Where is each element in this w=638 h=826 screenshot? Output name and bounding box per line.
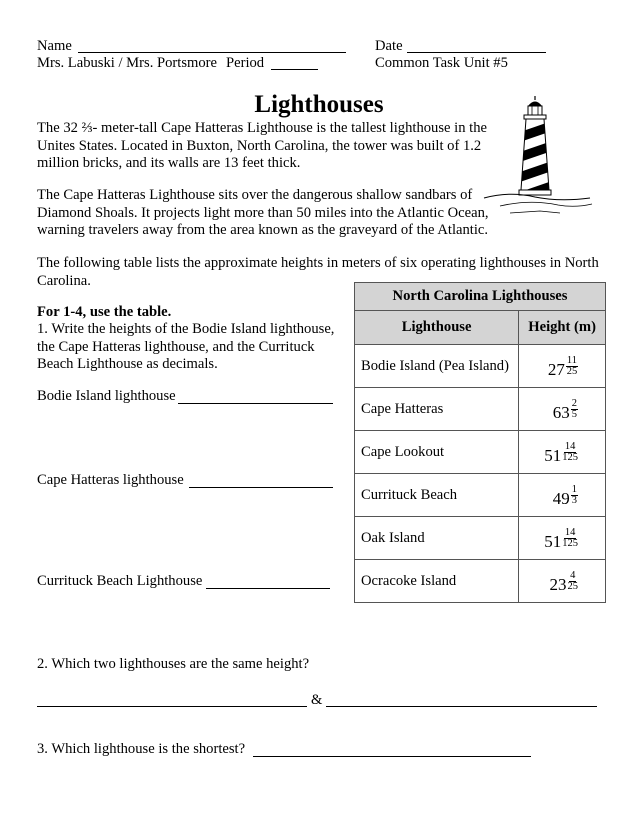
table-row	[355, 388, 606, 431]
height-fraction	[562, 528, 578, 549]
height-whole: 27	[547, 360, 565, 379]
fraction-numerator: 14	[564, 526, 576, 538]
lighthouse-name: Oak Island	[355, 517, 519, 560]
fraction-denominator: 3	[571, 494, 577, 506]
paragraph-line: The following table lists the approximate heights in meters of six operating lighthouses in North	[37, 255, 599, 271]
name-blank[interactable]	[78, 52, 346, 53]
teachers-text: Mrs. Labuski / Mrs. Portsmore	[37, 55, 217, 71]
shoals-paragraph	[37, 187, 489, 240]
paragraph-line: Unites States. Located in Buxton, North Carolina, the tower was built of 1.2	[37, 137, 482, 154]
question-3: 3. Which lighthouse is the shortest?	[37, 741, 246, 757]
height-whole: 23	[549, 575, 567, 594]
table-row	[355, 517, 606, 560]
instructions-heading: For 1-4, use the table.	[37, 304, 172, 320]
lighthouse-name: Cape Hatteras	[355, 388, 519, 431]
lighthouse-height	[519, 431, 606, 474]
height-fraction	[562, 442, 578, 463]
lighthouse-height	[519, 474, 606, 517]
table-header-lighthouse: Lighthouse	[355, 311, 519, 345]
height-fraction	[571, 485, 578, 506]
lighthouse-height	[519, 345, 606, 388]
paragraph-line: warning travelers away from the area known as the graveyard of the Atlantic.	[37, 222, 489, 238]
question-line: 1. Write the heights of the Bodie Island lighthouse,	[37, 321, 335, 337]
fraction-numerator: 11	[566, 354, 577, 366]
height-whole: 51	[544, 532, 562, 551]
lighthouse-name: Currituck Beach	[355, 474, 519, 517]
fraction-numerator: 4	[570, 569, 576, 581]
question-1	[37, 321, 334, 374]
fraction-denominator: 125	[562, 537, 578, 549]
height-fraction	[566, 356, 578, 377]
question-line: Beach Lighthouse as decimals.	[37, 356, 218, 372]
question-2: 2. Which two lighthouses are the same height?	[37, 656, 310, 672]
paragraph-line: Diamond Shoals. It projects light more than 50 miles into the Atlantic Ocean,	[37, 204, 489, 221]
height-whole: 63	[552, 403, 570, 422]
table-row	[355, 560, 606, 603]
paragraph-line: The 32 ⅔- meter-tall Cape Hatteras Lighthouse is the tallest lighthouse in the	[37, 120, 487, 136]
table-row	[355, 474, 606, 517]
bodie-answer-label: Bodie Island lighthouse	[37, 388, 176, 404]
period-blank[interactable]	[271, 69, 318, 70]
period-label: Period	[226, 55, 265, 71]
fraction-numerator: 1	[571, 483, 577, 495]
currituck-answer-label: Currituck Beach Lighthouse	[37, 573, 203, 589]
paragraph-line: Carolina.	[37, 272, 91, 289]
q2-answer-blank-2[interactable]	[326, 706, 597, 707]
lighthouse-name: Cape Lookout	[355, 431, 519, 474]
fraction-numerator: 14	[564, 440, 576, 452]
question-line: the Cape Hatteras lighthouse, and the Currituck	[37, 338, 315, 355]
page-title: Lighthouses	[254, 91, 384, 118]
table-caption: North Carolina Lighthouses	[355, 283, 606, 311]
height-fraction	[568, 571, 579, 592]
fraction-numerator: 2	[571, 397, 577, 409]
name-label: Name	[37, 38, 72, 54]
height-fraction	[571, 399, 578, 420]
fraction-denominator: 25	[566, 365, 578, 377]
currituck-answer-blank[interactable]	[206, 588, 330, 589]
lighthouse-height	[519, 388, 606, 431]
date-label: Date	[375, 38, 403, 54]
hatteras-answer-blank[interactable]	[189, 487, 333, 488]
height-whole: 51	[544, 446, 562, 465]
date-blank[interactable]	[407, 52, 546, 53]
hatteras-answer-label: Cape Hatteras lighthouse	[37, 472, 184, 488]
paragraph-line: The Cape Hatteras Lighthouse sits over the dangerous shallow sandbars of	[37, 187, 473, 203]
q2-answer-blank-1[interactable]	[37, 706, 307, 707]
table-row	[355, 345, 606, 388]
table-row	[355, 431, 606, 474]
intro-paragraph	[37, 120, 487, 173]
paragraph-line: million bricks, and its walls are 13 feet thick.	[37, 155, 301, 171]
q3-answer-blank[interactable]	[253, 756, 531, 757]
lighthouse-icon	[480, 94, 595, 222]
fraction-denominator: 5	[571, 408, 577, 420]
task-label: Common Task Unit #5	[375, 55, 508, 71]
fraction-denominator: 25	[567, 580, 578, 592]
table-header-height: Height (m)	[519, 311, 606, 345]
lighthouse-name: Ocracoke Island	[355, 560, 519, 603]
lighthouse-height	[519, 560, 606, 603]
fraction-denominator: 125	[562, 451, 578, 463]
q2-ampersand: &	[311, 692, 323, 708]
lighthouse-height	[519, 517, 606, 560]
lighthouse-table	[354, 282, 606, 603]
height-whole: 49	[552, 489, 570, 508]
lighthouse-name: Bodie Island (Pea Island)	[355, 345, 519, 388]
bodie-answer-blank[interactable]	[178, 403, 333, 404]
